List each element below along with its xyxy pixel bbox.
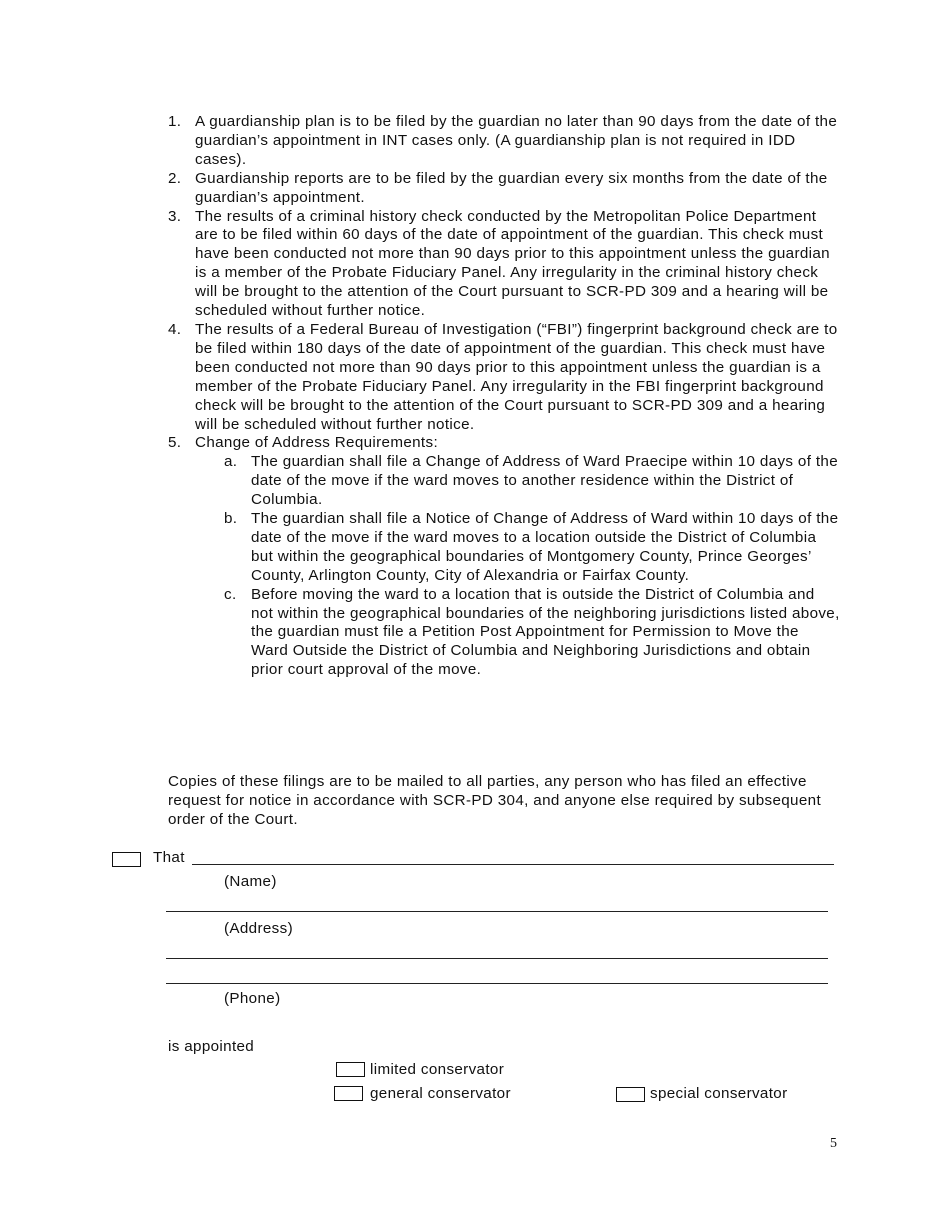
limited-conservator-label: limited conservator [370, 1061, 505, 1078]
item-text: The results of a Federal Bureau of Investigation (“FBI”) fingerprint background check are to be filed within 180 days of the date of appointment of the guardian. This check must have been conducted not more than 90 days prior to this appointment unless the guardian is a member of the Probate Fiduciary Panel. Any irregularity in the FBI fingerprint background check will be brought to the attention of the Court pursuant to SCR-PD 309 and a hearing will be scheduled without further notice. [195, 320, 838, 433]
address-requirement-item [168, 510, 840, 586]
page-number: 5 [830, 1136, 837, 1151]
address-line-2[interactable] [166, 958, 828, 959]
item-text: The results of a criminal history check conducted by the Metropolitan Police Department are to be filed within 60 days of the date of appointment of the guardian. This check must have been conducted not more than 90 days prior to this appointment unless the guardian is a member of the Probate Fiduciary Panel. Any irregularity in the criminal history check will be brought to the attention of the Court pursuant to SCR-PD 309 and a hearing will be scheduled without further notice. [195, 207, 830, 320]
copies-paragraph: Copies of these filings are to be mailed to all parties, any person who has filed an effective request for notice in accordance with SCR-PD 304, and anyone else required by subsequent order of the Court. [168, 773, 822, 828]
item-text: Change of Address Requirements: [195, 434, 439, 452]
item-text: A guardianship plan is to be filed by the guardian no later than 90 days from the date of the guardian’s appointment in INT cases only. (A guardianship plan is not required in IDD cases). [195, 113, 838, 168]
requirement-item [168, 113, 840, 170]
address-requirements-list [168, 453, 840, 680]
item-letter: b. [224, 510, 238, 528]
item-text: The guardian shall file a Notice of Change of Address of Ward within 10 days of the date of the move if the ward moves to a location outside the District of Columbia but within the geographical boundaries of Montgomery County, Prince Georges’ County, Arlington County, City of Alexandria or Fairfax County. [251, 510, 839, 584]
address-requirement-item [168, 453, 840, 510]
requirement-item [168, 434, 840, 453]
requirements-list [168, 113, 840, 680]
address-line[interactable] [166, 911, 828, 912]
limited-conservator-checkbox[interactable] [336, 1062, 365, 1077]
item-number: 1. [168, 113, 182, 130]
general-conservator-checkbox[interactable] [334, 1086, 363, 1101]
phone-label: (Phone) [224, 990, 281, 1007]
address-label: (Address) [224, 920, 293, 937]
item-number: 3. [168, 207, 182, 225]
requirement-item [168, 321, 840, 434]
item-text: Before moving the ward to a location that is outside the District of Columbia and not within the geographical boundaries of the neighboring jurisdictions listed above, the guardian must file a Petition Post Appointment for Permission to Move the Ward Outside the District of Columbia and Neighboring Jurisdictions and obtain prior court approval of the move. [251, 585, 840, 679]
general-conservator-label: general conservator [370, 1085, 511, 1102]
requirement-item [168, 170, 840, 208]
item-number: 2. [168, 169, 182, 187]
name-line[interactable] [192, 864, 834, 865]
is-appointed-label: is appointed [168, 1038, 255, 1055]
address-requirement-item [168, 586, 840, 681]
requirement-item [168, 208, 840, 321]
item-number: 5. [168, 434, 182, 452]
name-label: (Name) [224, 873, 277, 890]
special-conservator-checkbox[interactable] [616, 1087, 645, 1102]
special-conservator-label: special conservator [650, 1085, 788, 1102]
item-letter: c. [224, 585, 237, 603]
appointee-checkbox[interactable] [112, 852, 141, 867]
item-letter: a. [224, 453, 238, 471]
that-label: That [153, 849, 185, 866]
item-text: The guardian shall file a Change of Address of Ward Praecipe within 10 days of the date of the move if the ward moves to another residence within the District of Columbia. [251, 453, 839, 509]
phone-line[interactable] [166, 983, 828, 984]
item-text: Guardianship reports are to be filed by the guardian every six months from the date of the guardian’s appointment. [195, 169, 828, 206]
item-number: 4. [168, 320, 182, 338]
